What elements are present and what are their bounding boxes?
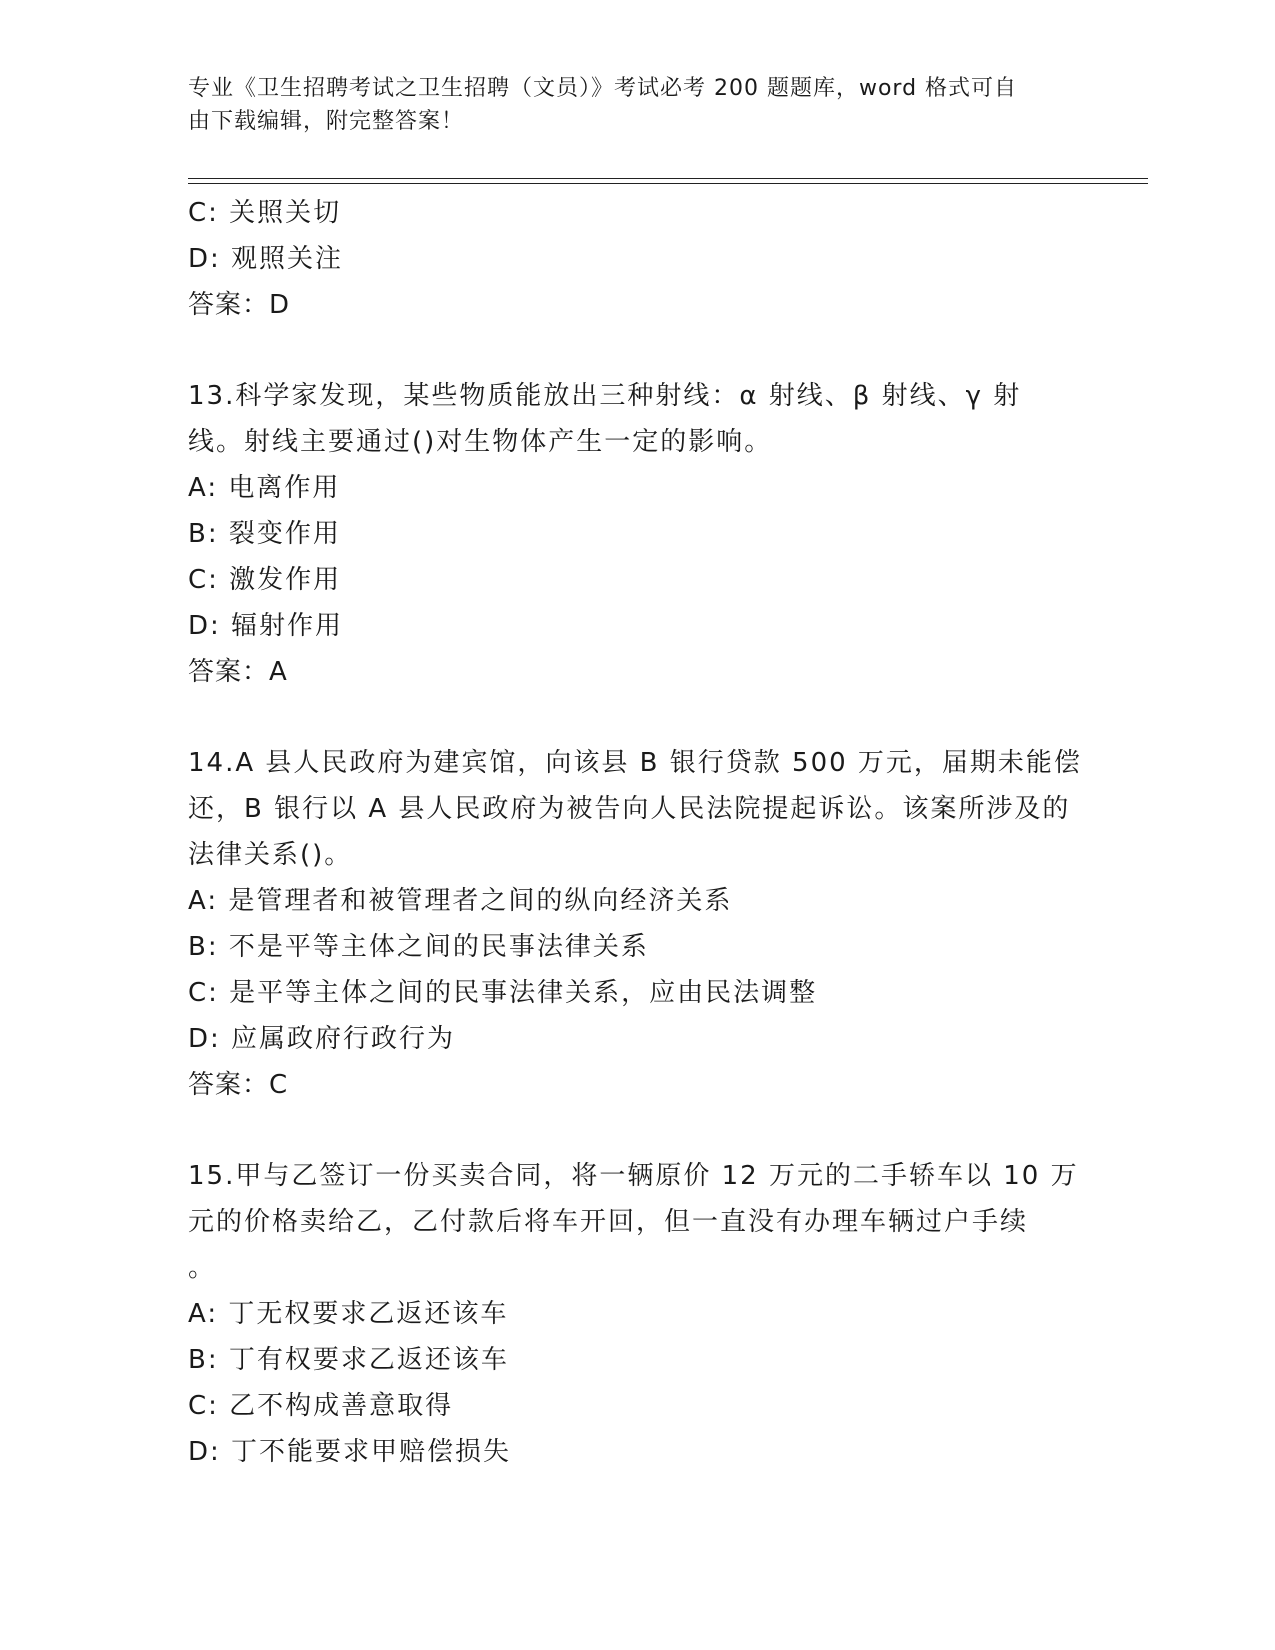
answer-line: 答案：D <box>188 290 291 320</box>
question-15 <box>188 1153 1088 1475</box>
question-stem: 还，B 银行以 A 县人民政府为被告向人民法院提起诉讼。该案所涉及的 <box>188 794 1071 824</box>
question-12 <box>188 190 1088 328</box>
option-b: B: 丁有权要求乙返还该车 <box>188 1345 509 1375</box>
option-a: A: 丁无权要求乙返还该车 <box>188 1299 509 1329</box>
option-d: D: 观照关注 <box>188 244 344 274</box>
question-content <box>188 190 1088 1475</box>
question-stem: 15.甲与乙签订一份买卖合同，将一辆原价 12 万元的二手轿车以 10 万 <box>188 1161 1079 1191</box>
header-line-1: 专业《卫生招聘考试之卫生招聘（文员）》考试必考 200 题题库，word 格式可自 <box>188 76 1018 101</box>
spacer <box>188 328 1088 373</box>
header-line-2: 由下载编辑，附完整答案！ <box>188 109 465 134</box>
option-c: C: 乙不构成善意取得 <box>188 1391 454 1421</box>
option-d: D: 应属政府行政行为 <box>188 1024 456 1054</box>
answer-line: 答案：A <box>188 657 288 687</box>
question-stem: 14.A 县人民政府为建宾馆，向该县 B 银行贷款 500 万元，届期未能偿 <box>188 748 1082 778</box>
spacer <box>188 1108 1088 1153</box>
question-stem: 13.科学家发现，某些物质能放出三种射线：α 射线、β 射线、γ 射 <box>188 381 1022 411</box>
option-c: C: 关照关切 <box>188 198 342 228</box>
option-b: B: 裂变作用 <box>188 519 341 549</box>
question-stem: 元的价格卖给乙，乙付款后将车开回，但一直没有办理车辆过户手续 <box>188 1207 1029 1237</box>
option-c: C: 是平等主体之间的民事法律关系，应由民法调整 <box>188 978 818 1008</box>
header-divider-bottom <box>188 183 1148 184</box>
question-stem: 。 <box>188 1253 217 1283</box>
answer-line: 答案：C <box>188 1070 289 1100</box>
option-c: C: 激发作用 <box>188 565 342 595</box>
question-14 <box>188 740 1088 1108</box>
option-d: D: 辐射作用 <box>188 611 344 641</box>
option-b: B: 不是平等主体之间的民事法律关系 <box>188 932 649 962</box>
option-d: D: 丁不能要求甲赔偿损失 <box>188 1437 512 1467</box>
question-stem: 法律关系()。 <box>188 840 353 870</box>
question-stem: 线。射线主要通过()对生物体产生一定的影响。 <box>188 427 773 457</box>
header-divider-top <box>188 178 1148 179</box>
spacer <box>188 695 1088 740</box>
option-a: A: 是管理者和被管理者之间的纵向经济关系 <box>188 886 733 916</box>
option-a: A: 电离作用 <box>188 473 341 503</box>
document-header <box>188 72 1068 138</box>
question-13 <box>188 373 1088 695</box>
